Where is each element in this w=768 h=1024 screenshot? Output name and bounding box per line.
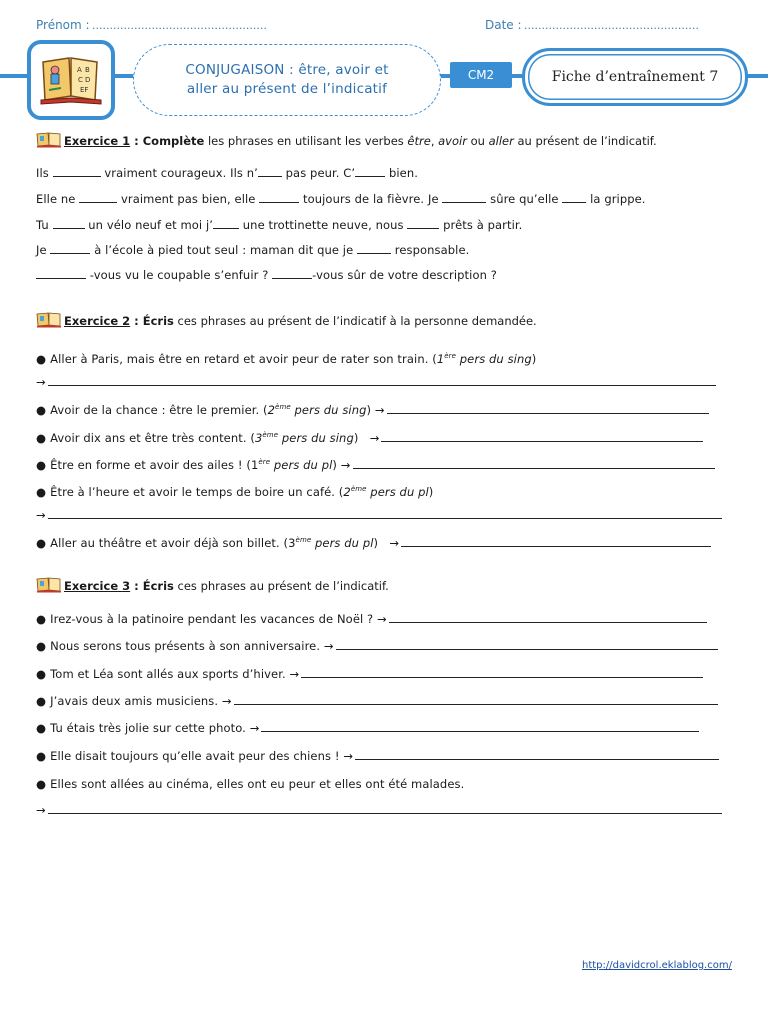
answer-line[interactable] [48, 507, 722, 519]
arrow-icon: → [249, 721, 260, 735]
date-label: Date : [485, 18, 522, 32]
arrow-icon: → [221, 694, 232, 708]
sentence-text: la grippe. [586, 192, 646, 206]
arrow-icon: → [369, 430, 380, 445]
blank-field[interactable] [442, 191, 486, 203]
blank-field[interactable] [36, 267, 86, 279]
exercise-1-colon: : [130, 134, 143, 148]
close-paren: ) [373, 535, 379, 550]
person-suffix: ème [275, 403, 291, 411]
person-number: 1 [250, 457, 259, 472]
exercise-3-item-6 [36, 748, 719, 764]
sentence-text: Avoir dix ans et être très content. ( [50, 430, 255, 445]
exercise-2-item-3 [36, 427, 703, 446]
answer-line[interactable] [301, 666, 703, 678]
exercise-2-colon: : [130, 314, 143, 328]
answer-line[interactable] [48, 802, 722, 814]
sentence-text: -vous vu le coupable s’enfuir ? [86, 268, 273, 282]
separator-comma: , [430, 134, 439, 148]
level-badge: CM2 [450, 62, 512, 88]
sentence-text: Aller à Paris, mais être en retard et avoir peur de rater son train. ( [50, 351, 437, 366]
answer-line[interactable] [355, 748, 719, 760]
person-label: pers du sing [278, 430, 354, 445]
exercise-3-item-3 [36, 666, 703, 682]
exercise-3-item-2 [36, 638, 718, 654]
fiche-badge [522, 48, 748, 106]
svg-text:A: A [77, 66, 82, 74]
sentence-text: Avoir de la chance : être le premier. ( [50, 402, 268, 417]
sentence-text: responsable. [391, 243, 470, 257]
person-number: 1 [436, 351, 445, 366]
person-number: 2 [267, 402, 276, 417]
sentence-text: Tu étais très jolie sur cette photo. [50, 721, 246, 735]
separator-or: ou [466, 134, 489, 148]
arrow-icon: → [377, 612, 387, 626]
blank-field[interactable] [357, 242, 391, 254]
bullet-icon: ● [36, 721, 47, 735]
answer-line[interactable] [234, 693, 718, 705]
exercise-2-verb: Écris [142, 314, 174, 328]
prenom-label: Prénom : [36, 18, 90, 32]
svg-text:D: D [85, 76, 91, 84]
person-label: pers du sing [456, 351, 532, 366]
exercise-1-heading [36, 132, 657, 149]
answer-line[interactable] [336, 638, 718, 650]
arrow-icon: → [343, 749, 354, 763]
bullet-icon: ● [36, 351, 47, 366]
exercise-1-name: Exercice 1 [64, 134, 131, 148]
person-suffix: ère [258, 458, 271, 466]
verb-aller: aller [488, 134, 514, 148]
blank-field[interactable] [213, 217, 239, 229]
open-book-icon [31, 44, 111, 116]
exercise-2-answer-1 [36, 374, 716, 390]
svg-text:B: B [85, 66, 90, 74]
date-field[interactable]: .................................................. [524, 19, 699, 32]
close-paren: ) [332, 457, 337, 472]
verb-avoir: avoir [438, 134, 467, 148]
blank-field[interactable] [562, 191, 586, 203]
exercise-1-verb: Complète [142, 134, 205, 148]
sentence-text: Elle disait toujours qu’elle avait peur des chiens ! [50, 749, 340, 763]
person-number: 3 [254, 430, 263, 445]
person-suffix: ère [444, 352, 457, 360]
bullet-icon: ● [36, 777, 47, 791]
bullet-icon: ● [36, 749, 47, 763]
svg-text:C: C [78, 76, 83, 84]
bullet-icon: ● [36, 457, 47, 472]
answer-line[interactable] [261, 720, 699, 732]
blank-field[interactable] [259, 191, 299, 203]
exercise-3-verb: Écris [142, 579, 174, 593]
sentence-text: vraiment pas bien, elle [117, 192, 260, 206]
person-suffix: ème [295, 536, 312, 544]
sentence-text: Être à l’heure et avoir le temps de boire un café. ( [50, 484, 344, 499]
sentence-text: Je [36, 243, 51, 257]
person-number: 2 [343, 484, 351, 499]
bullet-icon: ● [36, 639, 47, 653]
sentence-text: Ils [36, 166, 53, 180]
bullet-icon: ● [36, 484, 47, 499]
book-icon [36, 577, 62, 593]
bullet-icon: ● [36, 694, 47, 708]
sentence-text: bien. [385, 166, 418, 180]
blank-field[interactable] [407, 217, 439, 229]
person-number: 3 [288, 535, 296, 550]
exercise-3-answer-7 [36, 802, 722, 818]
blank-field[interactable] [272, 267, 312, 279]
sentence-text: à l’école à pied tout seul : maman dit que je [90, 243, 358, 257]
book-icon [36, 312, 62, 328]
sentence-text: Tom et Léa sont allés aux sports d’hiver. [50, 667, 286, 681]
person-label: pers du pl [311, 535, 374, 550]
blank-field[interactable] [258, 165, 282, 177]
answer-line[interactable] [387, 402, 709, 414]
arrow-icon: → [340, 457, 351, 472]
exercise-2-heading [36, 312, 537, 329]
sentence-text: -vous sûr de votre description ? [312, 268, 497, 282]
exercise-2-name: Exercice 2 [64, 314, 131, 328]
exercise-3-item-4 [36, 693, 718, 709]
bullet-icon: ● [36, 535, 47, 550]
exercise-2-item-6 [36, 532, 711, 551]
person-suffix: ème [350, 485, 367, 493]
exercise-1-instruction-b: au présent de l’indicatif. [513, 134, 657, 148]
exercise-2-instruction: ces phrases au présent de l’indicatif à la personne demandée. [173, 314, 537, 328]
blank-field[interactable] [355, 165, 385, 177]
blank-field[interactable] [53, 217, 85, 229]
sentence-text: J’avais deux amis musiciens. [50, 694, 219, 708]
person-label: pers du pl [270, 457, 333, 472]
sentence-text: Être en forme et avoir des ailes ! ( [50, 457, 251, 472]
exercise-3-item-5 [36, 720, 699, 736]
title-line-2: aller au présent de l’indicatif [186, 81, 388, 97]
exercise-2-item-4 [36, 454, 715, 473]
person-label: pers du pl [366, 484, 429, 499]
person-suffix: ème [262, 431, 279, 439]
sentence-text: pas peur. C’ [281, 166, 356, 180]
exercise-1-sentence-1 [36, 165, 418, 181]
sentence-text: Nous serons tous présents à son anniversaire. [50, 639, 321, 653]
sentence-text: Elle ne [36, 192, 80, 206]
svg-text:EF: EF [80, 86, 89, 94]
exercise-3-name: Exercice 3 [64, 579, 131, 593]
bullet-icon: ● [36, 612, 47, 626]
exercise-3-colon: : [130, 579, 143, 593]
answer-line[interactable] [48, 374, 716, 386]
sentence-text: Elles sont allées au cinéma, elles ont eu peur et elles ont été malades. [50, 777, 465, 791]
arrow-icon: → [36, 508, 46, 522]
arrow-icon: → [374, 402, 385, 417]
exercise-2-item-1 [36, 348, 536, 367]
fiche-label: Fiche d’entraînement 7 [551, 69, 719, 85]
worksheet-title [185, 61, 388, 99]
arrow-icon: → [289, 667, 300, 681]
exercise-1-sentence-4 [36, 242, 469, 258]
sentence-text: sûre qu’elle [486, 192, 563, 206]
exercise-1-sentence-2 [36, 191, 646, 207]
book-icon [36, 132, 62, 148]
sentence-text: une trottinette neuve, nous [239, 218, 408, 232]
prenom-field[interactable]: .................................................. [92, 19, 267, 32]
sentence-text: un vélo neuf et moi j’ [84, 218, 214, 232]
exercise-3-heading [36, 577, 389, 594]
exercise-2-item-2 [36, 399, 709, 418]
answer-line[interactable] [389, 611, 707, 623]
arrow-icon: → [36, 375, 46, 389]
blank-field[interactable] [53, 165, 101, 177]
exercise-3-instruction: ces phrases au présent de l’indicatif. [173, 579, 389, 593]
sentence-text: toujours de la fièvre. Je [299, 192, 443, 206]
answer-line[interactable] [381, 430, 703, 442]
arrow-icon: → [36, 803, 46, 817]
sentence-text: Tu [36, 218, 53, 232]
person-label: pers du sing [290, 402, 367, 417]
exercise-3-item-1 [36, 611, 707, 627]
exercise-1-sentence-3 [36, 217, 522, 233]
blank-field[interactable] [50, 242, 90, 254]
sentence-text: vraiment courageux. Ils n’ [100, 166, 258, 180]
exercise-2-item-5 [36, 481, 433, 500]
close-paren: ) [366, 402, 372, 417]
sentence-text: Irez-vous à la patinoire pendant les vacances de Noël ? [50, 612, 374, 626]
bullet-icon: ● [36, 402, 47, 417]
close-paren: ) [353, 430, 359, 445]
blank-field[interactable] [79, 191, 117, 203]
close-paren: ) [428, 484, 434, 499]
sentence-text: prêts à partir. [439, 218, 523, 232]
sentence-text: Aller au théâtre et avoir déjà son billet. ( [50, 535, 289, 550]
exercise-1-instruction-a: les phrases en utilisant les verbes [204, 134, 408, 148]
exercise-1-sentence-5 [36, 267, 497, 283]
answer-line[interactable] [401, 535, 711, 547]
arrow-icon: → [323, 639, 334, 653]
exercise-2-answer-5 [36, 507, 722, 523]
bullet-icon: ● [36, 667, 47, 681]
arrow-icon: → [389, 535, 400, 550]
title-box [133, 44, 441, 116]
verb-etre: être [407, 134, 431, 148]
book-logo [27, 40, 115, 120]
close-paren: ) [531, 351, 537, 366]
source-link[interactable]: http://davidcrol.eklablog.com/ [582, 960, 732, 971]
title-line-1: CONJUGAISON : être, avoir et [185, 62, 389, 78]
answer-line[interactable] [353, 457, 715, 469]
bullet-icon: ● [36, 430, 47, 445]
exercise-3-item-7 [36, 776, 464, 792]
